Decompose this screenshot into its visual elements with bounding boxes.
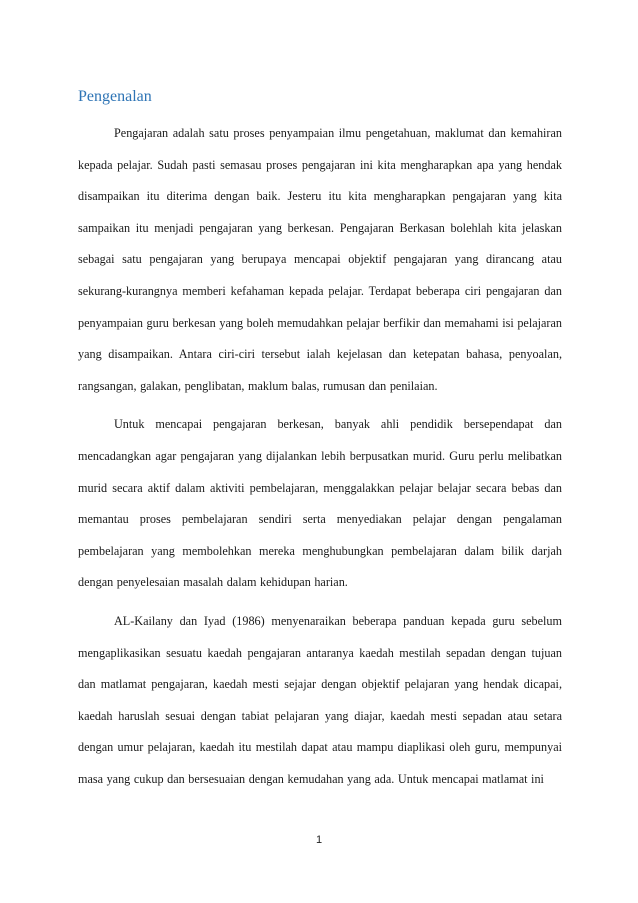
- paragraph-student-centred: Untuk mencapai pengajaran berkesan, banyak ahli pendidik bersependapat dan mencadangkan agar pengajaran yang dijalankan lebih berpusatkan murid. Guru perlu melibatkan murid secara aktif dalam aktiviti pembelajaran, menggalakkan pelajar belajar secara bebas dan memantau proses pembelajaran sendiri serta menyediakan pelajar dengan pengalaman pembelajaran yang membolehkan mereka menghubungkan pembelajaran dalam bilik darjah dengan penyelesaian masalah dalam kehidupan harian.: [78, 417, 562, 590]
- page-number: 1: [315, 834, 323, 846]
- section-heading: Pengenalan: [78, 88, 152, 105]
- paragraph-intro: Pengajaran adalah satu proses penyampaian ilmu pengetahuan, maklumat dan kemahiran kepada pelajar. Sudah pasti semasau proses pengajaran ini kita mengharapkan apa yang hendak disampaikan itu diterima dengan baik. Jesteru itu kita mengharapkan pengajaran yang kita sampaikan itu menjadi pengajaran yang berkesan. Pengajaran Berkasan bolehlah kita jelaskan sebagai satu pengajaran yang berupaya mencapai objektif pengajaran yang dirancang atau sekurang-kurangnya memberi kefahaman kepada pelajar. Terdapat beberapa ciri pengajaran dan penyampaian guru berkesan yang boleh memudahkan pelajar berfikir dan memahami isi pelajaran yang disampaikan. Antara ciri-ciri tersebut ialah kejelasan dan ketepatan bahasa, penyoalan, rangsangan, galakan, penglibatan, maklum balas, rumusan dan penilaian.: [78, 126, 562, 393]
- body-text: [78, 118, 562, 802]
- paragraph-kailany-iyad: AL-Kailany dan Iyad (1986) menyenaraikan beberapa panduan kepada guru sebelum mengaplikasikan sesuatu kaedah pengajaran antaranya kaedah mestilah sepadan dengan tujuan dan matlamat pengajaran, kaedah mesti sejajar dengan objektif pelajaran yang hendak dicapai, kaedah haruslah sesuai dengan tabiat pelajaran yang diajar, kaedah mesti sepadan atau setara dengan umur pelajaran, kaedah itu mestilah dapat atau mampu diaplikasi oleh guru, mempunyai masa yang cukup dan bersesuaian dengan kemudahan yang ada. Untuk mencapai matlamat ini: [78, 613, 562, 786]
